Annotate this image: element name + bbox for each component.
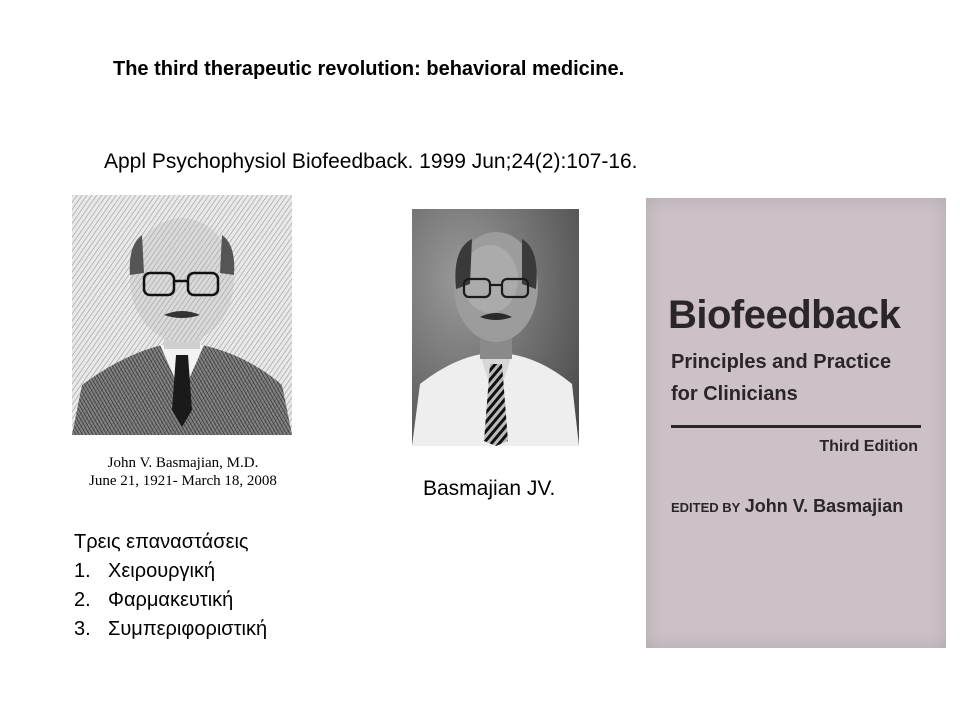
photo-caption: Basmajian JV. (423, 477, 556, 500)
sketch-caption-name: John V. Basmajian, M.D. (107, 455, 259, 471)
book-subtitle-line1: Principles and Practice (671, 351, 892, 373)
book-divider (671, 425, 921, 428)
list-item-label: Συμπεριφοριστική (108, 618, 268, 640)
book-editor-name: John V. Basmajian (744, 496, 904, 516)
slide-title: The third therapeutic revolution: behavioral medicine. (113, 58, 625, 80)
book-cover (646, 198, 946, 648)
book-title: Biofeedback (668, 293, 901, 337)
list-item-label: Χειρουργική (108, 560, 216, 582)
book-editor (671, 496, 903, 517)
revolutions-heading: Τρεις επαναστάσεις (74, 531, 249, 553)
list-item (74, 615, 267, 644)
book-subtitle-line2: for Clinicians (671, 383, 798, 405)
list-item-number: 1. (74, 560, 91, 582)
list-item-number: 3. (74, 618, 91, 640)
list-item (74, 557, 267, 586)
list-item-label: Φαρμακευτική (108, 589, 234, 611)
book-editor-prefix: EDITED BY (671, 500, 741, 515)
book-subtitle (671, 346, 891, 410)
sketch-caption-dates: June 21, 1921- March 18, 2008 (89, 473, 277, 489)
sketch-portrait-image (72, 195, 292, 435)
photo-portrait-image (412, 209, 579, 446)
list-item-number: 2. (74, 589, 91, 611)
citation: Appl Psychophysiol Biofeedback. 1999 Jun;24(2):107-16. (104, 150, 638, 173)
revolutions-list (74, 528, 267, 644)
book-edition: Third Edition (819, 438, 918, 455)
list-item (74, 586, 267, 615)
